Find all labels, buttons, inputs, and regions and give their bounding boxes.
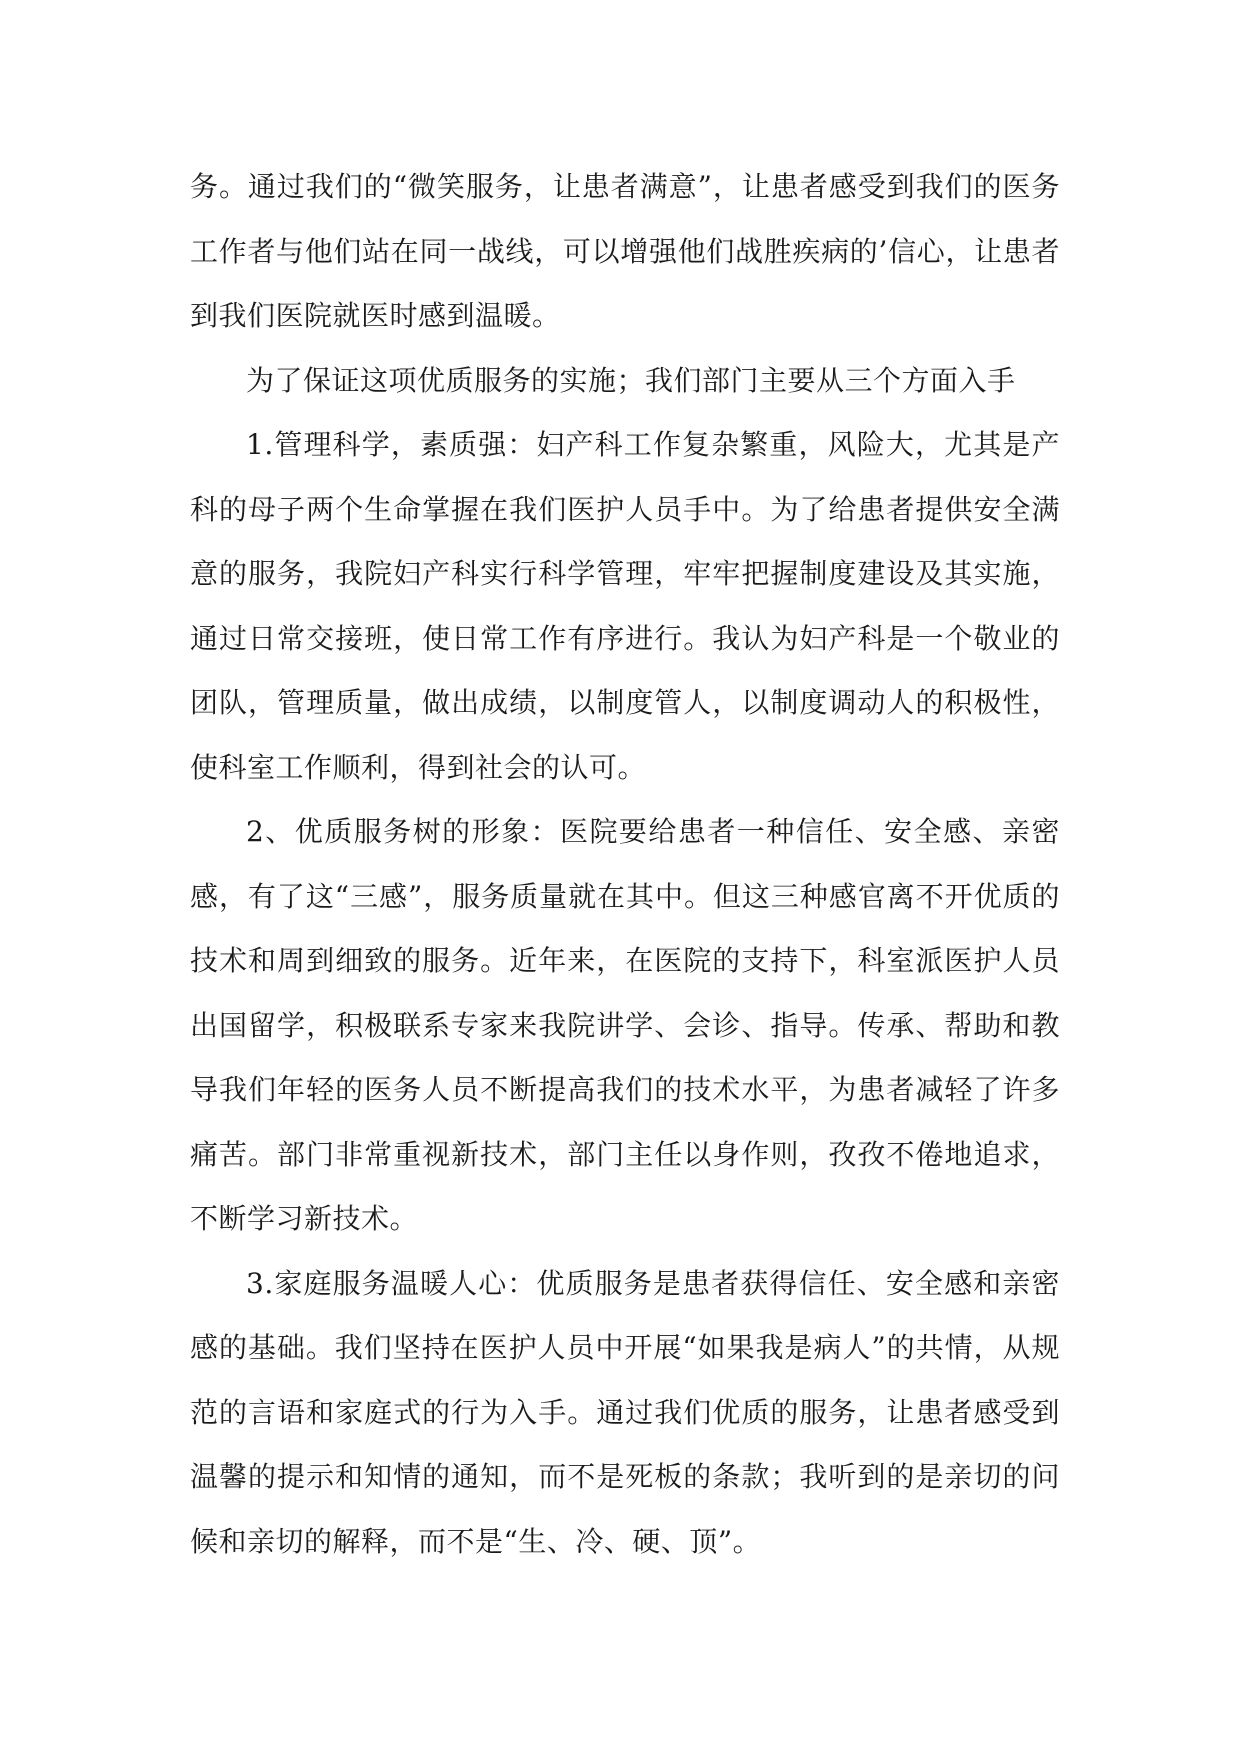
paragraph-intro: 为了保证这项优质服务的实施；我们部门主要从三个方面入手 xyxy=(246,363,1016,397)
paragraph-point-1: 1.管理科学，素质强：妇产科工作复杂繁重，风险大，尤其是产科的母子两个生命掌握在我们医护人员手中。为了给患者提供安全满意的服务，我院妇产科实行科学管理，牢牢把握制度建设及其实施，通过日常交接班，使日常工作有序进行。我认为妇产科是一个敬业的团队，管理质量，做出成绩，以制度管人，以制度调动人的积极性，使科室工作顺利，得到社会的认可。 xyxy=(190,428,1060,784)
paragraph-point-2: 2、优质服务树的形象：医院要给患者一种信任、安全感、亲密感，有了这“三感”，服务质量就在其中。但这三种感官离不开优质的技术和周到细致的服务。近年来，在医院的支持下，科室派医护人员出国留学，积极联系专家来我院讲学、会诊、指导。传承、帮助和教导我们年轻的医务人员不断提高我们的技术水平，为患者减轻了许多痛苦。部门非常重视新技术，部门主任以身作则，孜孜不倦地追求，不断学习新技术。 xyxy=(190,815,1060,1235)
paragraph-continuation: 务。通过我们的“微笑服务，让患者满意”，让患者感受到我们的医务工作者与他们站在同一战线，可以增强他们战胜疾病的’信心，让患者到我们医院就医时感到温暖。 xyxy=(190,170,1060,332)
paragraph-point-3: 3.家庭服务温暖人心：优质服务是患者获得信任、安全感和亲密感的基础。我们坚持在医护人员中开展“如果我是病人”的共情，从规范的言语和家庭式的行为入手。通过我们优质的服务，让患者感受到温馨的提示和知情的通知，而不是死板的条款；我听到的是亲切的问候和亲切的解释，而不是“生、冷、硬、顶”。 xyxy=(190,1266,1060,1558)
document-body xyxy=(190,155,1060,1574)
